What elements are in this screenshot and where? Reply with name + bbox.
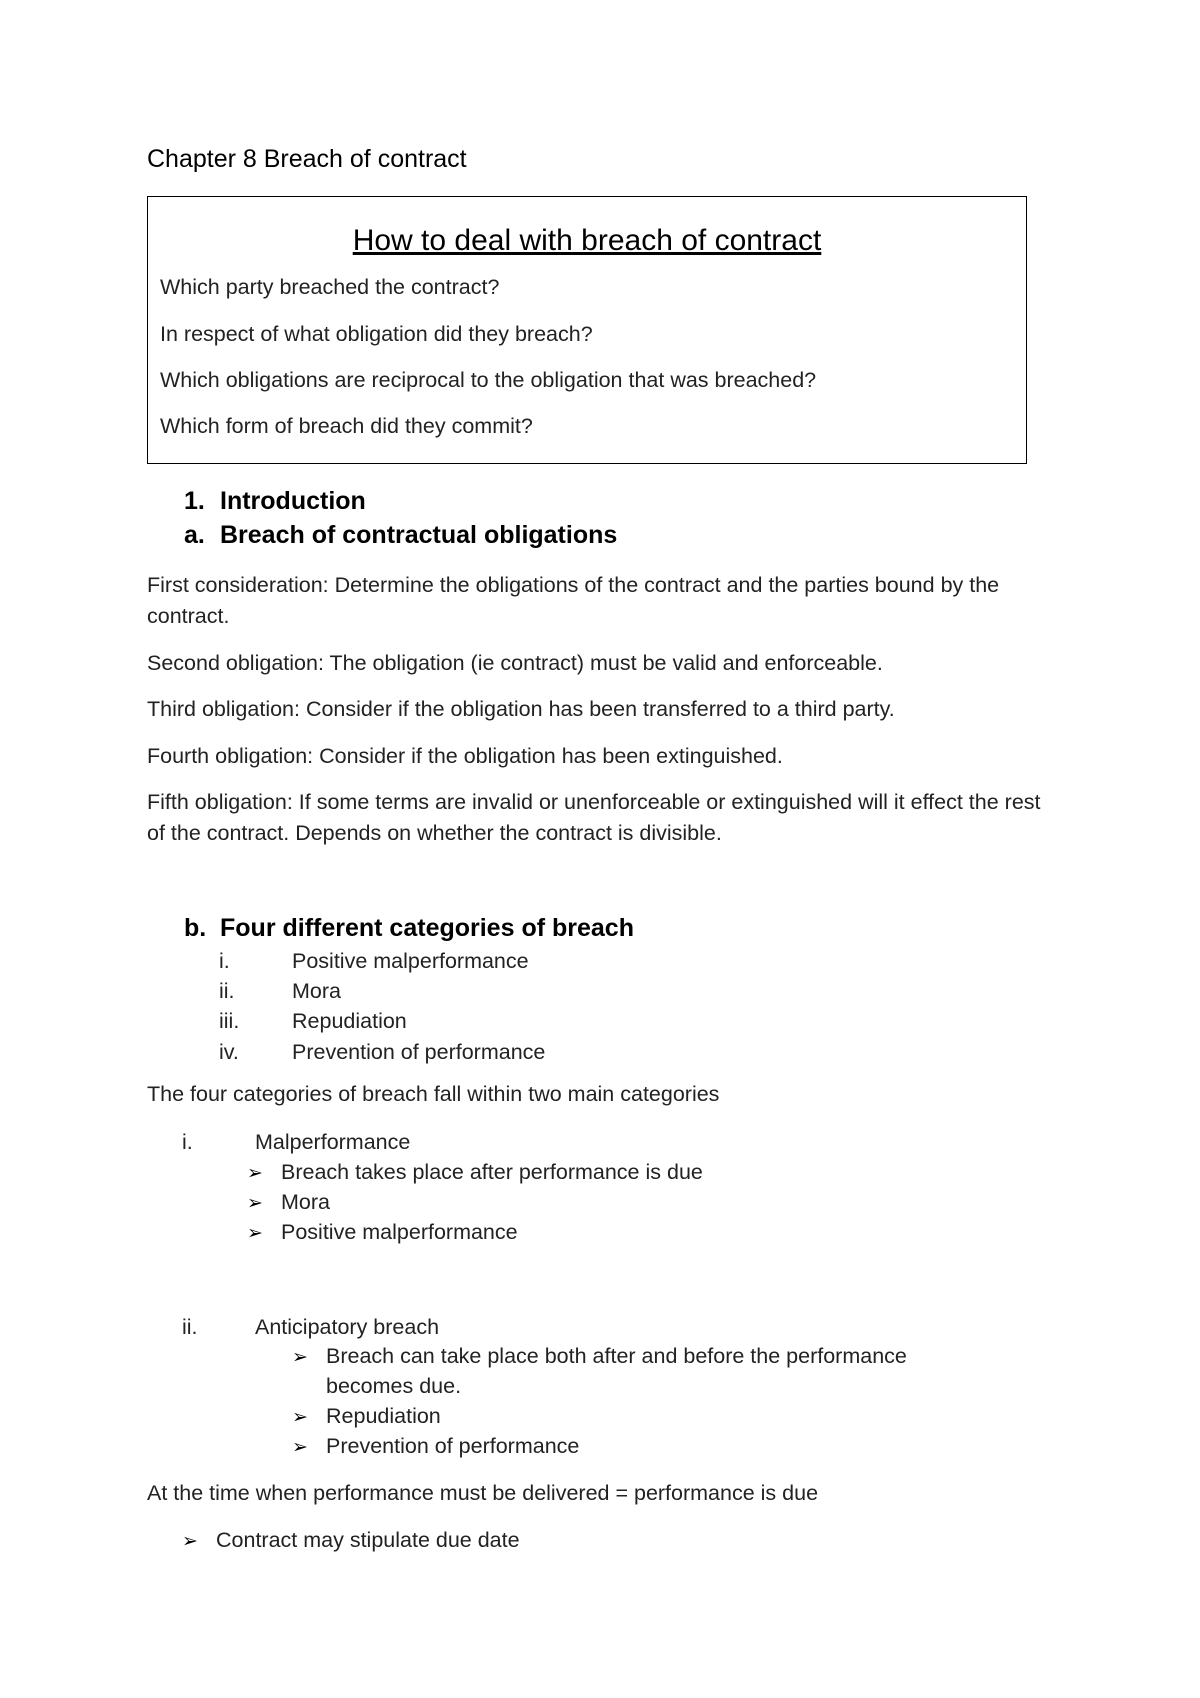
arrow-bullet-icon: ➢ [292,1407,308,1428]
main-category-label: Anticipatory breach [255,1315,440,1339]
box-question: Which form of breach did they commit? [160,414,533,438]
bullet-text: Contract may stipulate due date [216,1528,520,1552]
arrow-bullet-icon: ➢ [247,1163,263,1184]
list-item [219,1039,545,1065]
bullet-item [247,1219,518,1247]
paragraph: First consideration: Determine the obligations of the contract and the parties bound by the contract. [147,573,1000,628]
bullet-item [247,1189,330,1217]
list-item-label: Repudiation [292,1009,407,1033]
bullet-item [292,1343,907,1371]
list-marker: ii. [219,979,235,1003]
arrow-bullet-icon: ➢ [292,1437,308,1458]
paragraph: Fourth obligation: Consider if the obligation has been extinguished. [147,744,783,768]
list-item-label: Mora [292,979,341,1003]
list-item [219,948,529,974]
paragraph: At the time when performance must be delivered = performance is due [147,1481,819,1505]
bullet-continuation: becomes due. [326,1374,462,1398]
summary-box [147,196,1027,464]
bullet-item [292,1403,441,1431]
paragraph: The four categories of breach fall within two main categories [147,1082,720,1106]
list-marker: i. [219,949,230,973]
main-category [182,1314,439,1340]
arrow-bullet-icon: ➢ [292,1347,308,1368]
paragraph: Third obligation: Consider if the obligation has been transferred to a third party. [147,697,895,721]
box-question: In respect of what obligation did they breach? [160,322,593,346]
section-title: Introduction [220,487,366,515]
bullet-text: Positive malperformance [281,1220,518,1244]
paragraph: Fifth obligation: If some terms are invalid or unenforceable or extinguished will it effect the rest of the contract. Depends on whether the contract is divisible. [147,790,1041,845]
list-marker: i. [182,1130,193,1154]
box-title: How to deal with breach of contract [352,224,822,257]
main-category [182,1129,410,1155]
section-a-heading [184,520,617,550]
section-b-heading [184,913,634,943]
bullet-text: Prevention of performance [326,1434,580,1458]
list-marker: iv. [219,1040,239,1064]
section-title: Breach of contractual obligations [220,521,618,549]
bullet-text: Breach takes place after performance is due [281,1160,703,1184]
list-marker: iii. [219,1009,240,1033]
arrow-bullet-icon: ➢ [247,1223,263,1244]
bullet-item [247,1159,703,1187]
box-question: Which obligations are reciprocal to the obligation that was breached? [160,368,817,392]
section-number: b. [184,914,207,942]
bullet-text: Repudiation [326,1404,441,1428]
list-item [219,978,341,1004]
paragraph: Second obligation: The obligation (ie contract) must be valid and enforceable. [147,651,883,675]
bullet-item [182,1527,520,1555]
section-1-heading [184,486,366,516]
list-item-label: Positive malperformance [292,949,529,973]
chapter-title: Chapter 8 Breach of contract [147,145,467,173]
list-item-label: Prevention of performance [292,1040,546,1064]
box-question: Which party breached the contract? [160,275,500,299]
section-number: a. [184,521,205,549]
bullet-item [292,1433,579,1461]
section-title: Four different categories of breach [220,914,634,942]
list-marker: ii. [182,1315,198,1339]
main-category-label: Malperformance [255,1130,411,1154]
section-number: 1. [184,487,205,515]
bullet-text: Mora [281,1190,330,1214]
arrow-bullet-icon: ➢ [182,1531,198,1552]
arrow-bullet-icon: ➢ [247,1193,263,1214]
bullet-text: Breach can take place both after and before the performance [326,1344,907,1368]
list-item [219,1008,407,1034]
